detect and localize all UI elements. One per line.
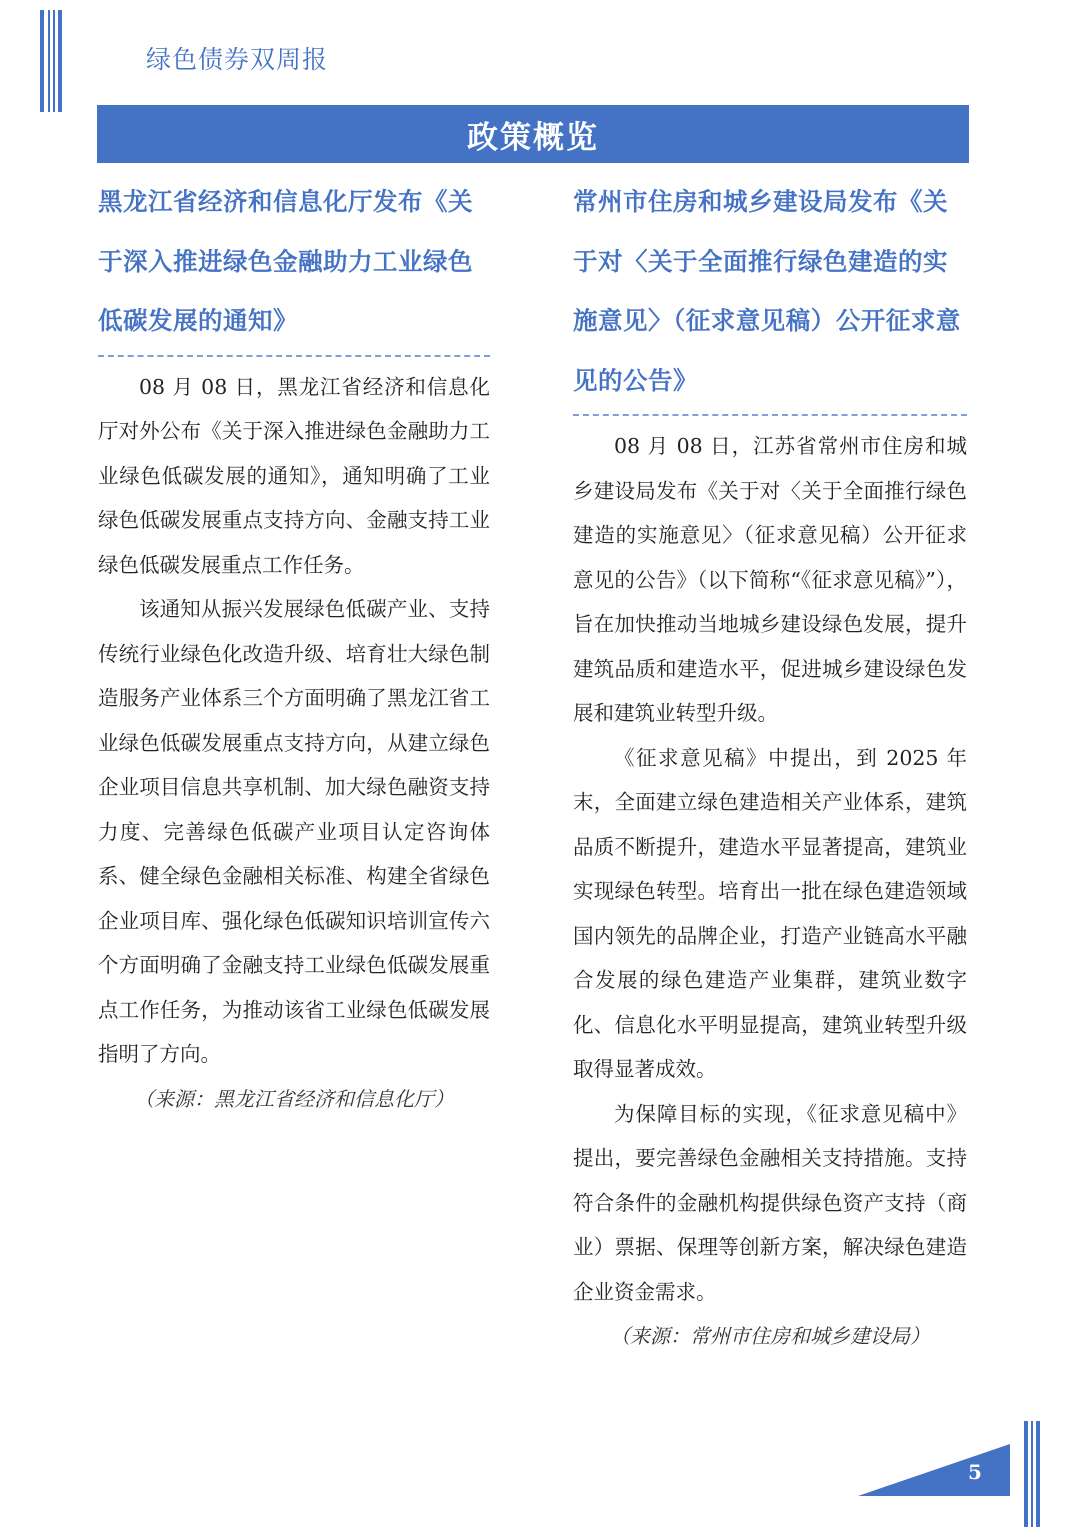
right-article-title: 常州市住房和城乡建设局发布《关于对〈关于全面推行绿色建造的实施意见〉（征求意见稿）公开征求意见的公告》 xyxy=(573,187,961,395)
report-title: 绿色债券双周报 xyxy=(146,45,329,74)
right-article-paragraph: 《征求意见稿》中提出，到 2025 年末，全面建立绿色建造相关产业体系，建筑品质不断提升，建造水平显著提高，建筑业实现绿色转型。培育出一批在绿色建造领域国内领先的品牌企业，打造产业链高水平融合发展的绿色建造产业集群，建筑业数字化、信息化水平明显提高，建筑业转型升级取得显著成效。 xyxy=(573,745,967,1081)
right-article xyxy=(573,172,967,1358)
section-banner xyxy=(97,105,969,163)
page-number: 5 xyxy=(968,1460,982,1484)
right-article-paragraph: 为保障目标的实现，《征求意见稿中》提出，要完善绿色金融相关支持措施。支持符合条件的金融机构提供绿色资产支持（商业）票据、保理等创新方案，解决绿色建造企业资金需求。 xyxy=(573,1101,967,1304)
left-article-paragraph: 08 月 08 日，黑龙江省经济和信息化厅对外公布《关于深入推进绿色金融助力工业绿色低碳发展的通知》，通知明确了工业绿色低碳发展重点支持方向、金融支持工业绿色低碳发展重点工作任务。 xyxy=(98,374,490,577)
right-article-paragraph: 08 月 08 日，江苏省常州市住房和城乡建设局发布《关于对〈关于全面推行绿色建造的实施意见〉（征求意见稿）公开征求意见的公告》（以下简称“《征求意见稿》”），旨在加快推动当地城乡建设绿色发展，提升建筑品质和建造水平，促进城乡建设绿色发展和建筑业转型升级。 xyxy=(573,434,967,725)
dashed-divider xyxy=(573,414,967,416)
decorative-bars-top xyxy=(40,10,64,112)
section-title: 政策概览 xyxy=(467,119,599,156)
decorative-bars-bottom xyxy=(1024,1421,1042,1527)
left-article-paragraph: 该通知从振兴发展绿色低碳产业、支持传统行业绿色化改造升级、培育壮大绿色制造服务产业体系三个方面明确了黑龙江省工业绿色低碳发展重点支持方向，从建立绿色企业项目信息共享机制、加大绿色融资支持力度、完善绿色低碳产业项目认定咨询体系、健全绿色金融相关标准、构建全省绿色企业项目库、强化绿色低碳知识培训宣传六个方面明确了金融支持工业绿色低碳发展重点工作任务，为推动该省工业绿色低碳发展指明了方向。 xyxy=(98,597,490,1066)
left-article xyxy=(98,172,490,1121)
left-article-title: 黑龙江省经济和信息化厅发布《关于深入推进绿色金融助力工业绿色低碳发展的通知》 xyxy=(98,187,473,335)
right-article-source: （来源：常州市住房和城乡建设局） xyxy=(610,1324,930,1348)
dashed-divider xyxy=(98,355,490,357)
left-article-source: （来源：黑龙江省经济和信息化厅） xyxy=(134,1086,454,1111)
